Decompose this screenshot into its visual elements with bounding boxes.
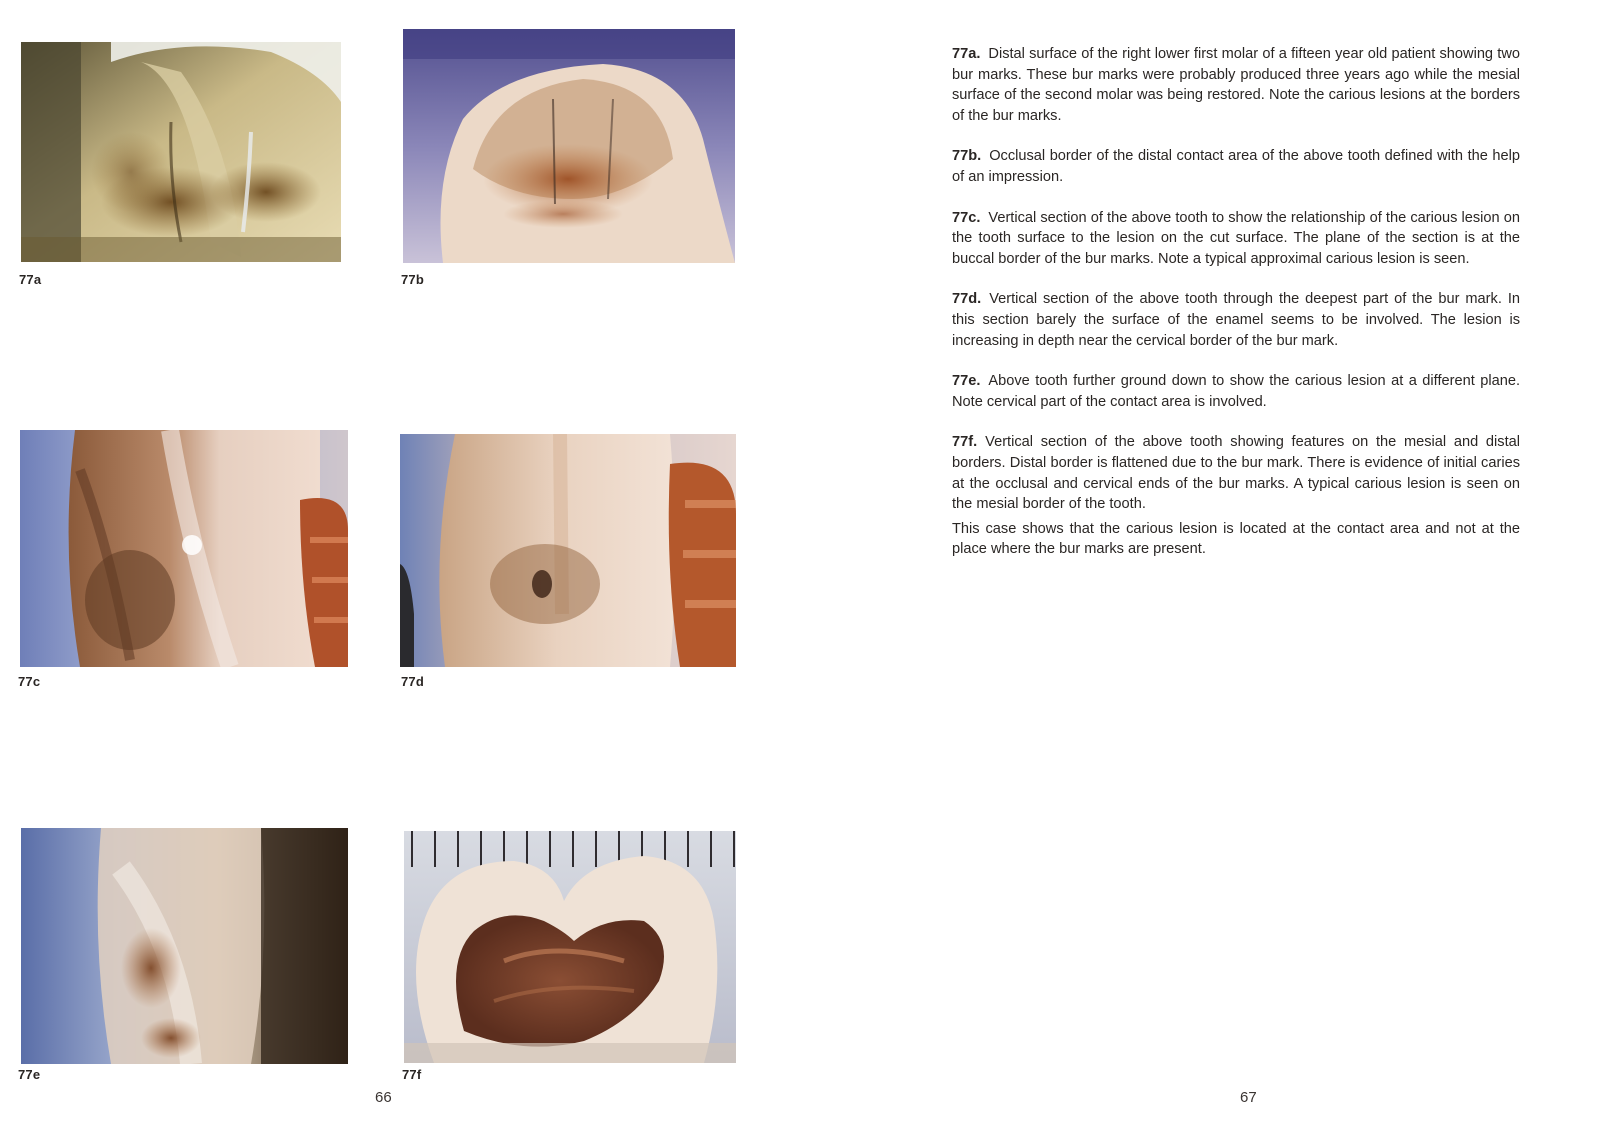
caption-77d [952, 289, 1520, 351]
photo-77d [400, 434, 736, 667]
figure-label-77b: 77b [401, 272, 425, 287]
figure-label-77e: 77e [18, 1067, 41, 1082]
caption-text: Distal surface of the right lower first molar of a fifteen year old patient showing two bur marks. These bur marks were probably produced three years ago while the mesial surface of the second molar was being restored. Note the carious lesions at the borders of the bur marks. [952, 46, 1520, 124]
photo-77b [403, 29, 735, 263]
figure-label-77c: 77c [18, 674, 41, 689]
caption-text: Occlusal border of the distal contact area of the above tooth defined with the help of an impression. [952, 148, 1520, 185]
caption-code: 77e. [952, 373, 981, 390]
case-conclusion-note: This case shows that the carious lesion is located at the contact area and not at the place where the bur marks are present. [952, 520, 1520, 558]
caption-code: 77d. [952, 291, 982, 308]
caption-77b [952, 146, 1520, 187]
page-number-right: 67 [1240, 1089, 1257, 1106]
caption-77c [952, 208, 1520, 270]
photo-77e [21, 828, 348, 1064]
caption-77f [952, 432, 1520, 514]
photo-77f [404, 831, 736, 1063]
figure-label-77f: 77f [402, 1067, 422, 1082]
photo-77c [20, 430, 348, 667]
caption-code: 77c. [952, 209, 981, 226]
figure-label-77a: 77a [19, 272, 42, 287]
caption-text: Vertical section of the above tooth through the deepest part of the bur mark. In this section barely the surface of the enamel seems to be involved. The lesion is increasing in depth near the cervical border of the bur mark. [952, 291, 1520, 349]
caption-code: 77f. [952, 434, 978, 451]
caption-text: Vertical section of the above tooth showing features on the mesial and distal borders. Distal border is flattened due to the bur mark. There is evidence of initial caries at the occlusal and cervical ends of the bur marks. A typical carious lesion is seen on the mesial border of the tooth. [952, 434, 1520, 513]
caption-text: Vertical section of the above tooth to show the relationship of the carious lesion on the tooth surface to the lesion on the cut surface. The plane of the section is at the buccal border of the bur marks. Note a typical approximal carious lesion is seen. [952, 209, 1520, 267]
photo-77a [21, 42, 341, 262]
caption-text: Above tooth further ground down to show the carious lesion at a different plane. Note cervical part of the contact area is involved. [952, 373, 1520, 410]
caption-77a [952, 44, 1520, 126]
figure-label-77d: 77d [401, 674, 425, 689]
caption-code: 77b. [952, 148, 982, 165]
caption-77e [952, 371, 1520, 412]
caption-column [952, 44, 1520, 580]
caption-code: 77a. [952, 46, 981, 62]
page-number-left: 66 [375, 1089, 392, 1106]
